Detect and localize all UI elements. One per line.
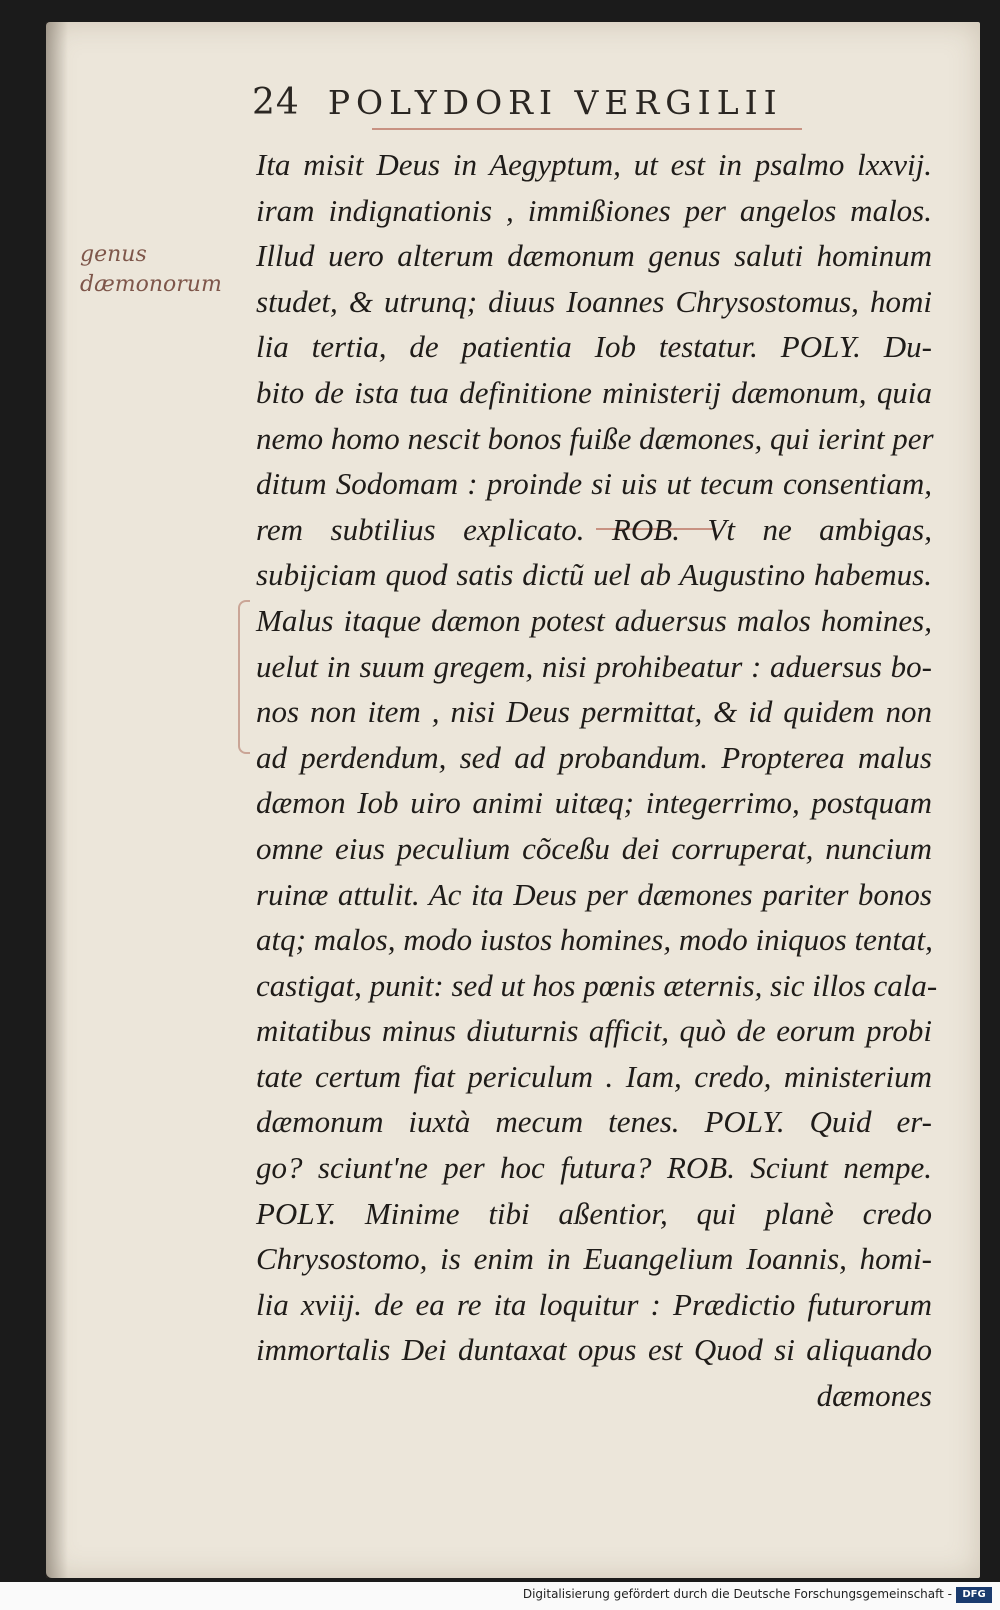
text-line: dæmon Iob uiro animi uitæq; integerrimo, postquam — [256, 785, 932, 821]
text-line: immortalis Dei duntaxat opus est Quod si aliquando — [256, 1332, 932, 1368]
text-line: dæmonum iuxtà mecum tenes. POLY. Quid er- — [256, 1104, 932, 1140]
text-line: go? sciunt'ne per hoc futura? ROB. Sciunt nempe. — [256, 1150, 932, 1186]
text-line: castigat, punit: sed ut hos pœnis æternis, sic illos cala- — [256, 967, 938, 1003]
text-line: Chrysostomo, is enim in Euangelium Ioannis, homi- — [256, 1241, 932, 1277]
running-head-title: POLYDORI VERGILII — [327, 83, 783, 122]
text-line: lia xviij. de ea re ita loquitur : Prædictio futurorum — [256, 1286, 932, 1322]
body-text — [256, 142, 938, 1419]
text-line: iram indignationis , immißiones per angelos malos. — [256, 192, 932, 228]
text-line: atq; malos, modo iustos homines, modo iniquos tentat, — [256, 922, 933, 958]
text-line: POLY. Minime tibi aßentior, qui planè credo — [256, 1195, 932, 1231]
text-line: mitatibus minus diuturnis afficit, quò de eorum probi — [256, 1013, 932, 1049]
text-line: ditum Sodomam : proinde si uis ut tecum consentiam, — [256, 466, 932, 502]
text-line: omne eius peculium cõceßu dei corruperat, nuncium — [256, 830, 932, 866]
text-line: studet, & utrunq; diuus Ioannes Chrysostomus, homi — [256, 283, 932, 319]
text-line: rem subtilius explicato. ROB. Vt ne ambigas, — [256, 511, 932, 547]
text-line: nos non item , nisi Deus permittat, & id quidem non — [256, 694, 932, 730]
text-line: Illud uero alterum dæmonum genus saluti hominum — [256, 238, 932, 274]
dfg-logo: DFG — [956, 1587, 992, 1603]
gutter-shadow — [46, 22, 68, 1578]
text-line: subijciam quod satis dictũ uel ab Augustino habemus. — [256, 557, 932, 593]
text-line: lia tertia, de patientia Iob testatur. POLY. Du- — [256, 329, 932, 365]
text-line: tate certum fiat periculum . Iam, credo, ministerium — [256, 1058, 932, 1094]
page-number: 24 — [252, 82, 300, 123]
text-line: nemo homo nescit bonos fuiße dæmones, qui ierint per — [256, 420, 934, 456]
running-head — [252, 82, 872, 134]
text-line: ad perdendum, sed ad probandum. Propterea malus — [256, 739, 932, 775]
text-line: ruinæ attulit. Ac ita Deus per dæmones pariter bonos — [256, 876, 932, 912]
text-line: bito de ista tua definitione ministerij dæmonum, quia — [256, 374, 932, 410]
catchword: dæmones — [816, 1378, 932, 1414]
margin-bracket — [238, 600, 250, 754]
margin-note-handwritten: genus dæmonorum — [80, 242, 222, 297]
text-line: Ita misit Deus in Aegyptum, ut est in psalmo lxxvij. — [256, 147, 932, 182]
text-line: uelut in suum gregem, nisi prohibeatur : aduersus bo- — [256, 648, 932, 684]
footer-bar — [0, 1582, 1000, 1610]
text-line: Malus itaque dæmon potest aduersus malos homines, — [256, 602, 932, 638]
digitization-credit: Digitalisierung gefördert durch die Deutsche Forschungsgemeinschaft - — [522, 1587, 952, 1601]
red-underline-mark — [372, 128, 802, 130]
